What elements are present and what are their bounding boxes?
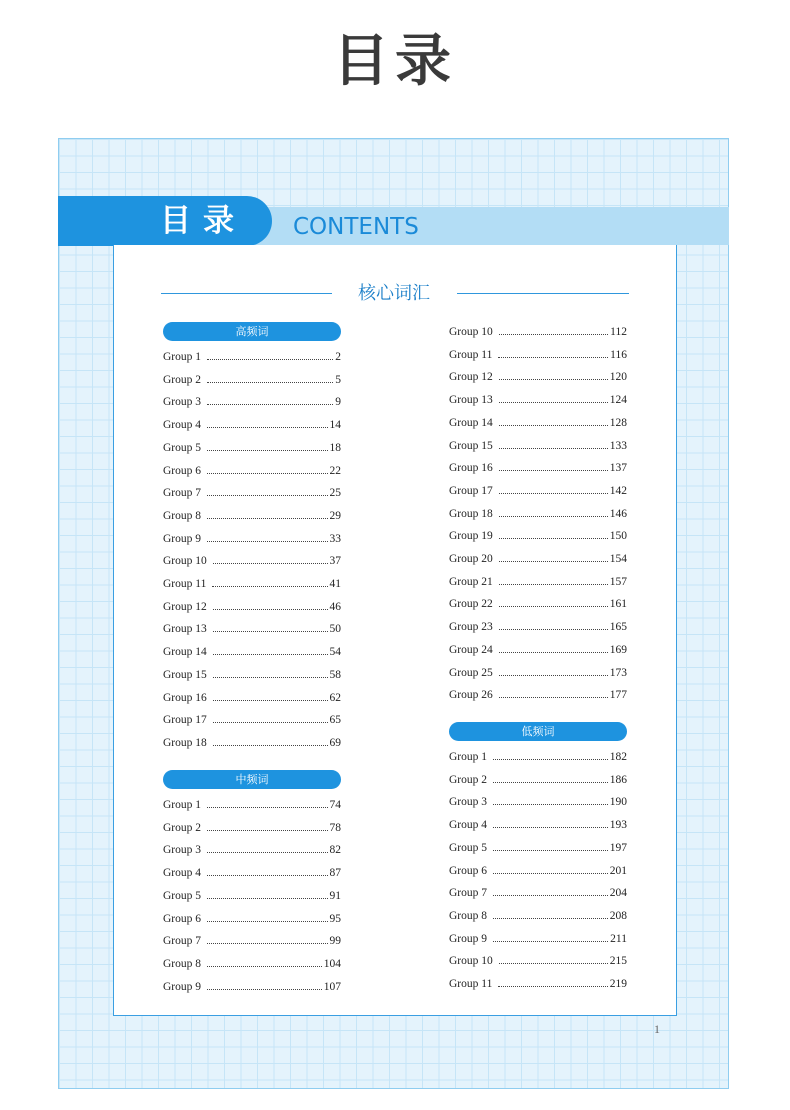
toc-leader-dots [213, 653, 328, 655]
toc-entry-page: 82 [329, 844, 341, 857]
toc-entry-page: 9 [335, 396, 341, 409]
toc-leader-dots [207, 806, 327, 808]
toc-entry-label: Group 21 [449, 575, 493, 588]
toc-leader-dots [498, 985, 607, 987]
toc-leader-dots [499, 515, 608, 517]
toc-entry[interactable] [163, 598, 341, 616]
toc-entry-label: Group 10 [163, 555, 207, 568]
toc-entry-page: 177 [609, 689, 627, 702]
toc-entry[interactable] [449, 930, 627, 948]
toc-entry-label: Group 12 [163, 600, 207, 613]
toc-entry-page: 41 [329, 578, 341, 590]
toc-leader-dots [207, 449, 327, 451]
toc-entry-label: Group 26 [449, 689, 493, 702]
toc-entry-page: 133 [609, 439, 627, 452]
toc-entry-label: Group 12 [449, 371, 493, 384]
toc-entry-page: 78 [329, 821, 341, 834]
toc-leader-dots [207, 358, 333, 360]
toc-leader-dots [207, 494, 327, 496]
toc-leader-dots [499, 651, 608, 653]
toc-entry-page: 69 [329, 736, 341, 749]
toc-entry-page: 54 [329, 646, 341, 659]
toc-leader-dots [499, 537, 608, 539]
toc-entry[interactable] [163, 416, 341, 434]
toc-entry-label: Group 18 [163, 736, 207, 749]
toc-leader-dots [213, 721, 328, 723]
toc-entry-label: Group 7 [163, 935, 202, 948]
toc-entry-page: 22 [329, 464, 341, 477]
toc-entry[interactable] [449, 437, 627, 455]
toc-leader-dots [499, 696, 608, 698]
toc-entry-label: Group 3 [163, 396, 202, 409]
toc-entry-label: Group 9 [163, 532, 202, 545]
toc-entry-page: 95 [329, 912, 341, 925]
toc-entry-page: 104 [323, 957, 341, 970]
toc-entry[interactable] [449, 686, 627, 704]
toc-leader-dots [207, 874, 327, 876]
toc-leader-dots [207, 381, 333, 383]
toc-leader-dots [493, 781, 608, 783]
toc-entry-label: Group 11 [449, 348, 493, 361]
toc-leader-dots [493, 872, 608, 874]
toc-entry-label: Group 3 [449, 796, 488, 809]
toc-entry[interactable] [163, 507, 341, 525]
toc-entry[interactable] [449, 323, 627, 341]
toc-entry[interactable] [163, 932, 341, 950]
section-rule-right [457, 293, 629, 294]
section-title: 核心词汇 [358, 283, 430, 304]
toc-entry[interactable] [449, 884, 627, 902]
toc-leader-dots [213, 676, 328, 678]
toc-entry[interactable] [163, 575, 341, 593]
header-title-en: CONTENTS [293, 214, 419, 240]
toc-entry[interactable] [163, 643, 341, 661]
toc-entry[interactable] [163, 796, 341, 814]
toc-leader-dots [213, 630, 328, 632]
toc-entry-page: 120 [609, 371, 627, 384]
toc-entry-page: 165 [609, 621, 627, 634]
toc-leader-dots [207, 897, 327, 899]
toc-entry-page: 33 [329, 532, 341, 545]
toc-entry-label: Group 4 [449, 819, 488, 832]
toc-entry-label: Group 14 [163, 646, 207, 659]
toc-leader-dots [207, 517, 327, 519]
toc-entry-label: Group 18 [449, 507, 493, 520]
toc-entry-label: Group 20 [449, 553, 493, 565]
toc-entry[interactable] [449, 952, 627, 970]
toc-leader-dots [499, 333, 608, 335]
toc-leader-dots [207, 829, 327, 831]
toc-entry-label: Group 7 [163, 487, 202, 500]
toc-leader-dots [498, 356, 608, 358]
toc-entry[interactable] [449, 527, 627, 545]
section-pill: 中频词 [163, 770, 341, 789]
toc-entry-page: 99 [329, 935, 341, 948]
toc-leader-dots [207, 426, 327, 428]
toc-entry[interactable] [449, 573, 627, 591]
toc-entry-page: 201 [609, 864, 627, 877]
toc-entry[interactable] [163, 887, 341, 905]
toc-entry-label: Group 22 [449, 598, 493, 611]
toc-entry-label: Group 16 [163, 691, 207, 704]
toc-entry[interactable] [163, 978, 341, 996]
toc-entry-page: 204 [609, 887, 627, 900]
toc-entry[interactable] [163, 530, 341, 548]
toc-entry-label: Group 10 [449, 326, 493, 338]
toc-entry-page: 107 [323, 980, 341, 993]
toc-entry-page: 112 [610, 326, 627, 338]
toc-entry[interactable] [449, 595, 627, 613]
toc-entry-label: Group 11 [449, 978, 493, 990]
toc-entry-page: 182 [609, 751, 627, 763]
toc-entry-label: Group 7 [449, 887, 488, 900]
toc-entry[interactable] [163, 552, 341, 570]
header-title-cn: 目录 [160, 203, 246, 239]
toc-entry[interactable] [163, 955, 341, 973]
toc-leader-dots [493, 940, 608, 942]
toc-entry[interactable] [449, 641, 627, 659]
toc-leader-dots [213, 608, 328, 610]
toc-entry-label: Group 9 [163, 980, 202, 993]
toc-leader-dots [493, 894, 608, 896]
toc-entry[interactable] [163, 689, 341, 707]
toc-entry-label: Group 13 [163, 623, 207, 636]
page-title: 目录 [333, 29, 457, 94]
toc-entry-label: Group 9 [449, 932, 488, 945]
toc-leader-dots [207, 965, 322, 967]
toc-entry[interactable] [163, 819, 341, 837]
toc-entry-page: 154 [609, 553, 627, 565]
toc-leader-dots [207, 988, 322, 990]
toc-entry-page: 14 [329, 419, 341, 432]
section-pill: 低频词 [449, 722, 627, 741]
toc-entry[interactable] [449, 391, 627, 409]
toc-entry[interactable] [449, 839, 627, 857]
toc-entry-page: 74 [329, 799, 341, 811]
toc-entry-page: 65 [329, 714, 341, 727]
toc-entry[interactable] [163, 439, 341, 457]
toc-leader-dots [207, 920, 327, 922]
toc-entry-page: 197 [609, 841, 627, 854]
toc-leader-dots [207, 942, 327, 944]
toc-entry-page: 146 [609, 507, 627, 520]
toc-entry-label: Group 6 [163, 912, 202, 925]
toc-leader-dots [213, 562, 328, 564]
toc-entry-label: Group 8 [163, 957, 202, 970]
toc-entry-label: Group 25 [449, 666, 493, 679]
toc-entry-page: 50 [329, 623, 341, 636]
toc-leader-dots [499, 605, 608, 607]
toc-entry-page: 161 [609, 598, 627, 611]
toc-entry-page: 87 [329, 867, 341, 880]
toc-leader-dots [499, 674, 608, 676]
toc-entry[interactable] [163, 484, 341, 502]
toc-entry-page: 46 [329, 600, 341, 613]
toc-entry-label: Group 2 [163, 821, 202, 834]
toc-leader-dots [207, 472, 327, 474]
toc-entry-label: Group 14 [449, 416, 493, 429]
toc-entry-label: Group 5 [163, 441, 202, 454]
toc-entry[interactable] [163, 864, 341, 882]
toc-entry-page: 142 [609, 484, 627, 497]
toc-entry-label: Group 5 [163, 889, 202, 902]
toc-leader-dots [207, 540, 327, 542]
toc-entry-page: 116 [610, 348, 627, 361]
toc-entry-label: Group 23 [449, 621, 493, 634]
toc-entry-label: Group 5 [449, 841, 488, 854]
toc-entry-label: Group 11 [163, 578, 207, 590]
toc-entry[interactable] [163, 620, 341, 638]
toc-entry-label: Group 6 [449, 864, 488, 877]
toc-leader-dots [499, 469, 608, 471]
toc-entry-label: Group 15 [449, 439, 493, 452]
toc-entry-label: Group 19 [449, 530, 493, 543]
toc-entry-label: Group 2 [449, 773, 488, 786]
toc-entry[interactable] [449, 346, 627, 364]
toc-leader-dots [213, 699, 328, 701]
toc-leader-dots [493, 917, 608, 919]
toc-entry[interactable] [449, 459, 627, 477]
toc-entry[interactable] [449, 907, 627, 925]
toc-entry[interactable] [449, 862, 627, 880]
toc-entry-page: 58 [329, 668, 341, 681]
toc-entry-label: Group 1 [449, 751, 488, 763]
toc-leader-dots [207, 403, 333, 405]
toc-entry[interactable] [163, 734, 341, 752]
toc-leader-dots [499, 583, 608, 585]
toc-entry[interactable] [449, 414, 627, 432]
toc-entry-label: Group 15 [163, 668, 207, 681]
toc-entry-page: 219 [609, 978, 627, 990]
toc-leader-dots [499, 447, 608, 449]
toc-entry-page: 173 [609, 666, 627, 679]
toc-entry-page: 91 [329, 889, 341, 902]
toc-entry[interactable] [449, 505, 627, 523]
toc-entry-page: 211 [610, 932, 627, 945]
toc-entry-label: Group 8 [163, 509, 202, 522]
toc-leader-dots [493, 826, 608, 828]
toc-entry-label: Group 4 [163, 419, 202, 432]
toc-entry-page: 190 [609, 796, 627, 809]
toc-entry[interactable] [449, 664, 627, 682]
toc-leader-dots [499, 962, 608, 964]
toc-entry-page: 2 [335, 351, 341, 363]
toc-entry-page: 25 [329, 487, 341, 500]
toc-entry-label: Group 8 [449, 909, 488, 922]
toc-leader-dots [499, 401, 608, 403]
toc-entry-page: 150 [609, 530, 627, 543]
toc-entry-label: Group 17 [163, 714, 207, 727]
toc-entry[interactable] [449, 618, 627, 636]
toc-entry-page: 29 [329, 509, 341, 522]
toc-entry-label: Group 17 [449, 484, 493, 497]
toc-entry-label: Group 24 [449, 643, 493, 656]
toc-entry-page: 124 [609, 394, 627, 407]
toc-leader-dots [207, 851, 327, 853]
toc-leader-dots [499, 424, 608, 426]
toc-leader-dots [499, 492, 608, 494]
toc-entry[interactable] [449, 748, 627, 766]
toc-entry[interactable] [449, 771, 627, 789]
toc-entry-label: Group 10 [449, 955, 493, 968]
toc-entry[interactable] [163, 371, 341, 389]
toc-entry[interactable] [449, 482, 627, 500]
toc-entry-label: Group 2 [163, 373, 202, 386]
toc-entry[interactable] [163, 711, 341, 729]
toc-entry[interactable] [449, 368, 627, 386]
toc-leader-dots [212, 585, 327, 587]
toc-entry[interactable] [163, 841, 341, 859]
toc-entry-label: Group 4 [163, 867, 202, 880]
toc-entry-page: 169 [609, 643, 627, 656]
toc-entry-page: 137 [609, 462, 627, 475]
toc-entry[interactable] [163, 910, 341, 928]
toc-entry-page: 186 [609, 773, 627, 786]
toc-entry-page: 5 [335, 373, 341, 386]
toc-entry[interactable] [163, 393, 341, 411]
toc-entry-page: 193 [609, 819, 627, 832]
toc-leader-dots [493, 758, 608, 760]
toc-entry[interactable] [449, 975, 627, 993]
toc-entry-label: Group 3 [163, 844, 202, 857]
toc-entry[interactable] [163, 666, 341, 684]
toc-leader-dots [499, 560, 608, 562]
toc-entry-page: 37 [329, 555, 341, 568]
toc-entry-label: Group 1 [163, 351, 202, 363]
toc-entry-label: Group 1 [163, 799, 202, 811]
toc-entry-page: 215 [609, 955, 627, 968]
toc-entry-page: 208 [609, 909, 627, 922]
toc-entry[interactable] [449, 550, 627, 568]
toc-leader-dots [493, 803, 608, 805]
toc-entry-label: Group 13 [449, 394, 493, 407]
toc-entry[interactable] [163, 348, 341, 366]
toc-entry-label: Group 6 [163, 464, 202, 477]
section-pill: 高频词 [163, 322, 341, 341]
toc-leader-dots [499, 378, 608, 380]
toc-entry-page: 157 [609, 575, 627, 588]
section-rule-left [161, 293, 332, 294]
page-number: 1 [654, 1022, 660, 1036]
toc-entry-page: 18 [329, 441, 341, 454]
toc-entry[interactable] [449, 816, 627, 834]
toc-entry-label: Group 16 [449, 462, 493, 475]
toc-entry-page: 128 [609, 416, 627, 429]
toc-leader-dots [493, 849, 608, 851]
toc-leader-dots [499, 628, 608, 630]
toc-entry-page: 62 [329, 691, 341, 704]
toc-entry[interactable] [163, 462, 341, 480]
toc-leader-dots [213, 744, 328, 746]
toc-entry[interactable] [449, 793, 627, 811]
